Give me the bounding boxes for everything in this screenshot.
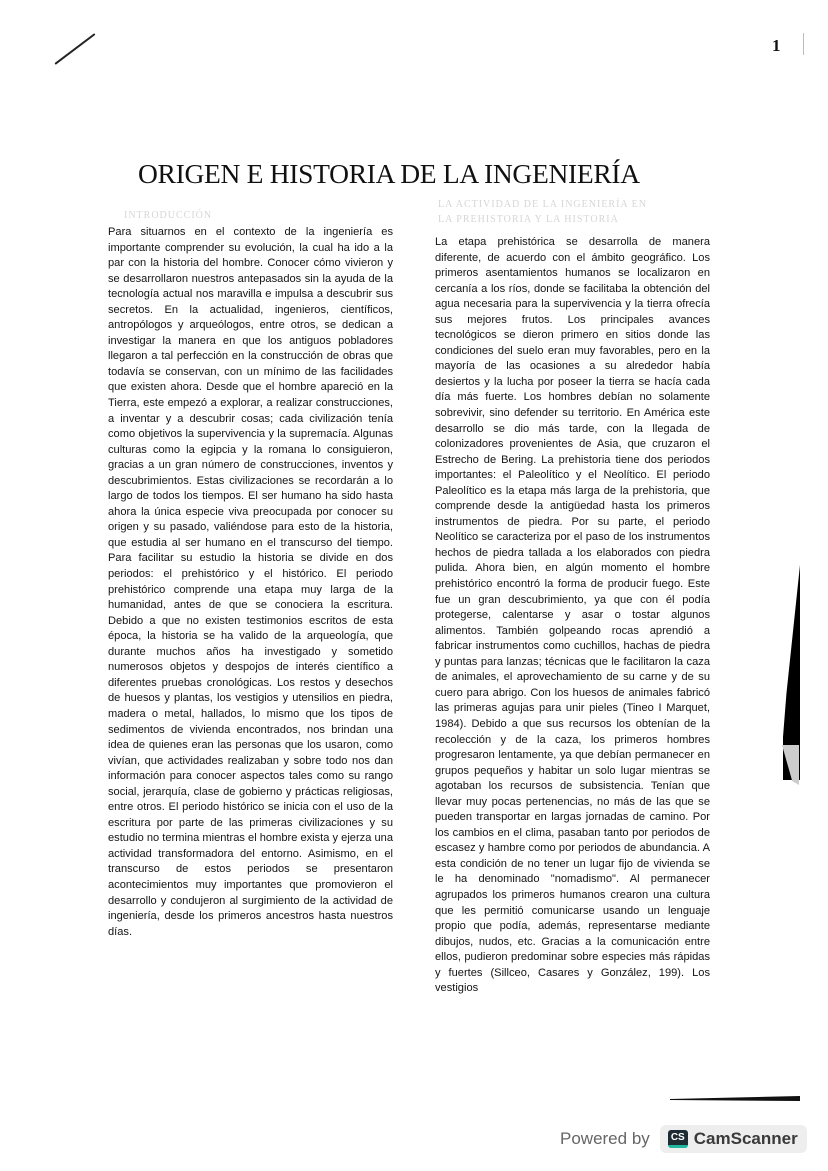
faint-heading-right-1: LA ACTIVIDAD DE LA INGENIERÍA EN bbox=[438, 199, 647, 210]
left-column bbox=[108, 225, 393, 940]
pen-mark bbox=[54, 33, 95, 65]
left-column-body: Para situarnos en el contexto de la ingeniería es importante comprender su evolución, la cual ha ido a la par con la historia del hombre. Conocer cómo vivieron y se desarrollaron nuestros antepasados sin la ayuda de la tecnología actual nos maravilla e impulsa a descubrir sus secretos. En la actualidad, ingenieros, científicos, antropólogos y arqueólogos, entre otros, se dedican a investigar la manera en que los antiguos pobladores llegaron a tal perfección en la construcción de obras que todavía se conservan, con un mínimo de las facilidades que existen ahora. Desde que el hombre apareció en la Tierra, este empezó a explorar, a realizar construcciones, a inventar y a descubrir cosas; cada civilización tenía como objetivos la supervivencia y la supremacía. Algunas culturas como la egipcia y la romana lo consiguieron, gracias a un gran número de construcciones, inventos y descubrimientos. Estas civilizaciones se recordarán a lo largo de todos los tiempos. El ser humano ha sido hasta ahora la única especie viva preocupada por conocer su origen y su pasado, valiéndose para esto de la historia, que estudia al ser humano en el transcurso del tiempo. Para facilitar su estudio la historia se divide en dos periodos: el prehistórico y el histórico. El periodo prehistórico comprende una etapa muy larga de la humanidad, antes de que se conociera la escritura. Debido a que no existen testimonios escritos de esta época, la historia se ha valido de la arqueología, que durante muchos años ha investigado y sometido numerosos objetos y despojos de interés científico a diferentes pruebas cronológicas. Los restos y desechos de huesos y plantas, los vestigios y utensilios en piedra, madera o metal, hallados, lo mismo que los tipos de sedimentos de vivienda encontrados, nos brindan una idea de quienes eran las personas que los usaron, como vivían, que actividades realizaban y sobre todo nos dan información para conocer aspectos tales como su rango social, jerarquía, clase de gobierno y prácticas religiosas, entre otros. El periodo histórico se inicia con el uso de la escritura por parte de las primeras civilizaciones y su estudio no termina mientras el hombre exista y ejerza una actividad transformadora del entorno. Asimismo, en el transcurso de estos periodos se presentaron acontecimientos muy importantes que promovieron el desarrollo y condujeron al surgimiento de la actividad de ingeniería, desde los primeros ancestros hasta nuestros días. bbox=[108, 226, 393, 938]
page-title: ORIGEN E HISTORIA DE LA INGENIERÍA bbox=[138, 158, 640, 189]
faint-heading-left: INTRODUCCIÓN bbox=[124, 210, 213, 221]
camscanner-watermark bbox=[560, 1122, 807, 1156]
powered-by-label: Powered by bbox=[560, 1129, 650, 1148]
right-column-body: La etapa prehistórica se desarrolla de manera diferente, de acuerdo con el ámbito geográfico. Los primeros asentamientos humanos se localizaron en cercanía a los ríos, donde se facilitaba la obtención del agua necesaria para la supervivencia y la tierra ofrecía sus mejores frutos. Los principales avances tecnológicos se dieron primero en sitios donde las condiciones del suelo eran muy favorables, pero en la mayoría de las ocasiones a su alrededor había desiertos y la lucha por poseer la tierra se hacía cada día más fuerte. Los hombres debían no solamente sobrevivir, sino defender su territorio. En América este desarrollo se dio más tarde, con la llegada de colonizadores provenientes de Asia, que cruzaron el Estrecho de Bering. La prehistoria tiene dos periodos importantes: el Paleolítico y el Neolítico. El periodo Paleolítico es la etapa más larga de la prehistoria, que comprende desde la antigüedad hasta los primeros instrumentos de piedra. Por su parte, el periodo Neolítico se caracteriza por el paso de los instrumentos hechos de piedra tallada a los elaborados con piedra pulida. Ahora bien, en algún momento el hombre prehistórico encontró la forma de producir fuego. Este fue un gran descubrimiento, ya que con él podía protegerse, calentarse y asar o tostar algunos alimentos. También golpeando rocas aprendió a fabricar instrumentos como cuchillos, hachas de piedra y puntas para lanzas; técnicas que le facilitaron la caza de animales, el aprovechamiento de su carne y de su cuero para abrigo. Con los huesos de animales fabricó las primeras agujas para unir pieles (Tineo I Marquet, 1984). Debido a que sus recursos los obtenían de la recolección y de la caza, los primeros hombres progresaron lentamente, ya que debían permanecer en grupos pequeños y habitar un solo lugar mientras se agotaban los recursos de subsistencia. Tenían que llevar muy pocas pertenencias, no más de las que se pueden transportar en largas jornadas de camino. Por los cambios en el clima, pasaban tanto por periodos de escasez y hambre como por periodos de abundancia. A esta condición de no tener un lugar fijo de vivienda se le ha denominado "nomadismo". Al permanecer agrupados los primeros humanos crearon una cultura que les permitió comunicarse usando un lenguaje propio que podía, además, representarse mediante dibujos, nudos, etc. Gracias a la comunicación entre ellos, pudieron predominar sobre especies más rápidas y fuertes (Sillceo, Casares y González, 199). Los vestigios bbox=[435, 236, 710, 995]
page-number: 1 bbox=[772, 36, 781, 55]
camscanner-badge bbox=[660, 1125, 807, 1153]
right-column bbox=[435, 235, 710, 997]
camscanner-logo-icon: CS bbox=[668, 1130, 688, 1148]
scan-edge-line bbox=[803, 33, 804, 55]
bottom-pen-stroke bbox=[670, 1096, 800, 1101]
faint-heading-right-2: LA PREHISTORIA Y LA HISTORIA bbox=[438, 214, 619, 225]
camscanner-brand: CamScanner bbox=[693, 1129, 798, 1148]
